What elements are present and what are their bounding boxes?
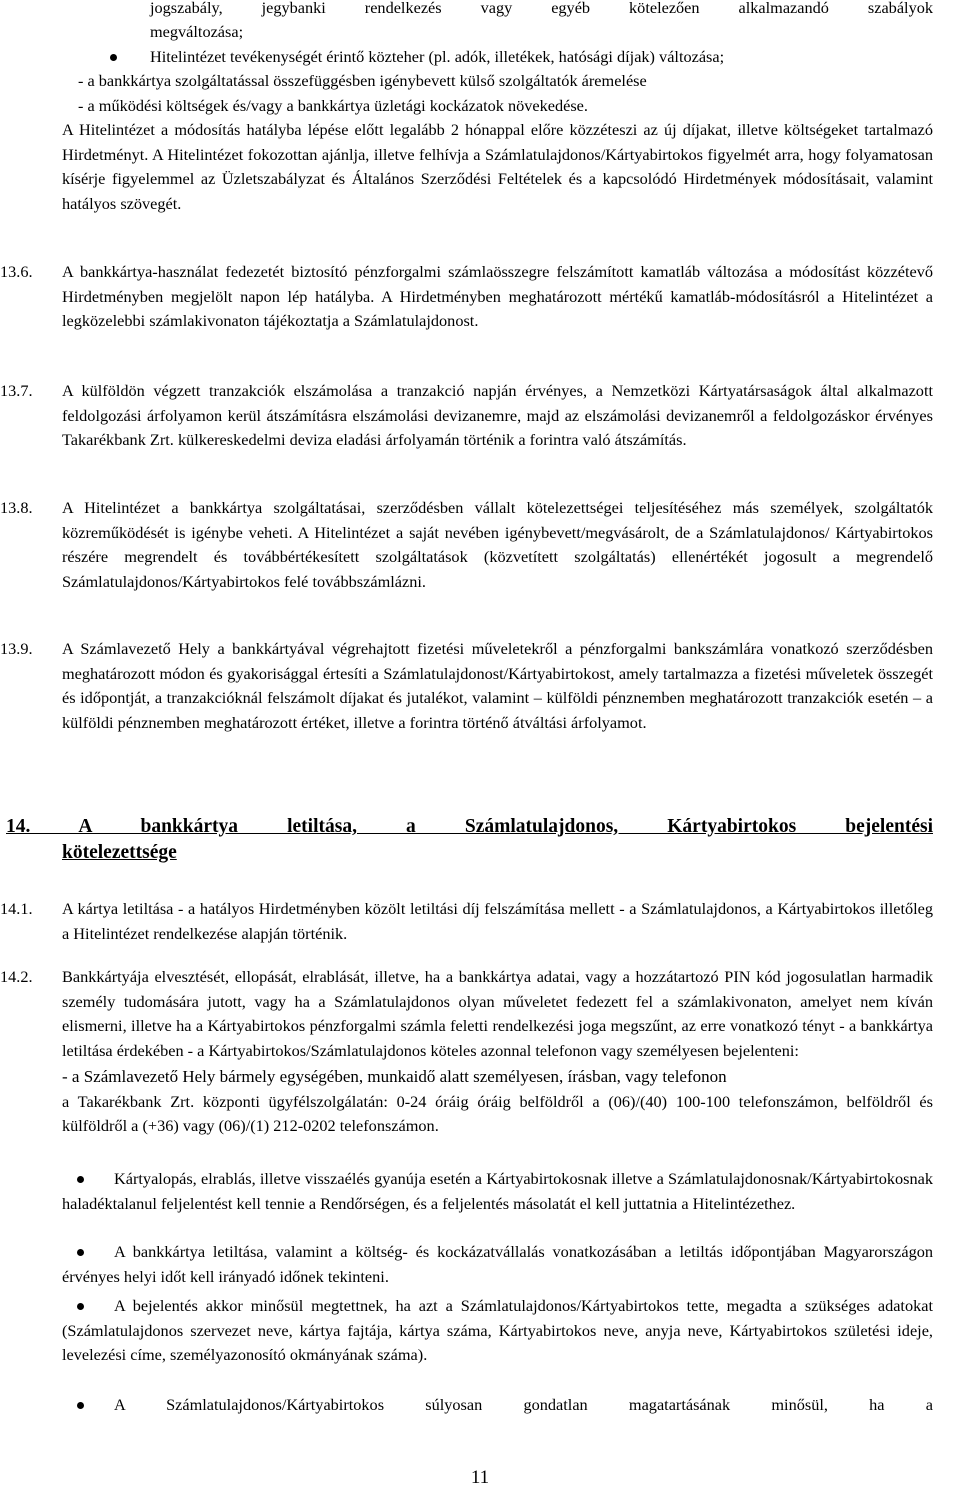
bullet-item: [62, 1167, 933, 1216]
dash-text: - a működési költségek és/vagy a bankkártya üzletági kockázatok növekedése.: [78, 96, 588, 115]
bullet-dot-icon: [77, 1249, 84, 1256]
paragraph: [62, 118, 933, 216]
dash-text: - a bankkártya szolgáltatással összefüggésben igénybevett külső szolgáltatók áremelése: [78, 71, 647, 90]
bullet-item: [62, 1393, 933, 1418]
section-text: Bankkártyája elvesztését, ellopását, elrablását, illetve, ha a bankkártya adatai, vagy a hozzátartozó PIN kód jogosulatlan harmadik személy tudomására jutott, vagy ha a Számlatulajdonos olyan műveletet fedezett fel a számlakivonaton, amelyet nem kíván elismerni, illetve ha a Kártyabirtokos pénzforgalmi számla feletti rendelkezési joga megszűnt, az erre vonatkozó tényt - a bankkártya letiltása érdekében - a Kártyabirtokos/Számlatulajdonos köteles azonnal telefonon vagy személyesen bejelenteni:: [62, 967, 933, 1060]
paragraph-text: A Hitelintézet a módosítás hatályba lépése előtt legalább 2 hónappal előre közzéteszi az új díjakat, illetve költségeket tartalmazó Hirdetményt. A Hitelintézet fokozottan ajánlja, illetve felhívja a Számlatulajdonos/Kártyabirtokos figyelmét arra, hogy folyamatosan kísérje figyelemmel az Üzletszabályzat és Általános Szerződési Feltételek és a kapcsolódó Hirdetmények módosításait, valamint hatályos szövegét.: [62, 120, 933, 213]
bullet-text: A bankkártya letiltása, valamint a költség- és kockázatvállalás vonatkozásában a letiltás időpontjában Magyarországon érvényes helyi időt kell irányadó időnek tekinteni.: [62, 1242, 933, 1286]
contact-text: a Takarékbank Zrt. központi ügyfélszolgálatán: 0-24 óráig óráig belföldről a (06)/(40) 100-100 telefonszámon, belföldről és külföldről a (+36) vagy (06)/(1) 212-0202 telefonszámon.: [62, 1091, 933, 1135]
page-number: 11: [470, 1467, 490, 1488]
bullet-text-continuation: [150, 20, 933, 45]
numbered-section: [0, 260, 933, 334]
numbered-section: [0, 897, 933, 946]
bullet-text: A Számlatulajdonos/Kártyabirtokos súlyosan gondatlan magatartásának minősül, ha a: [114, 1395, 933, 1414]
bullet-dot-icon: [77, 1176, 84, 1183]
bullet-text: A bejelentés akkor minősül megtettnek, ha azt a Számlatulajdonos/Kártyabirtokos tette, megadta a szükséges adatokat (Számlatulajdonos szervezet neve, kártya fajtája, kártya száma, Kártyabirtokos neve, anyja neve, Kártyabirtokos születési ideje, levelezési címe, személyazonosító okmányának száma).: [62, 1296, 933, 1364]
numbered-section: [0, 965, 933, 1139]
bullet-item: [150, 45, 933, 70]
bullet-text: Kártyalopás, elrablás, illetve visszaélés gyanúja esetén a Kártyabirtokosnak illetve a Számlatulajdonosnak/Kártyabirtokosnak haladéktalanul feljelentést kell tennie a Rendőrségen, és a feljelentés másolatát el kell juttatnia a Hitelintézethez.: [62, 1169, 933, 1213]
numbered-section: [0, 379, 933, 453]
section-text: A külföldön végzett tranzakciók elszámolása a tranzakció napján érvényes, a Nemzetközi Kártyatársaságok által alkalmazott feldolgozási árfolyamon kerül átszámításra elszámolási devizanemre, majd az elszámolási devizanemről a feldolgozáskor érvényes Takarékbank Zrt. külkereskedelmi deviza eladási árfolyamán történik a forintra való átszámítás.: [62, 381, 933, 449]
bullet-item: [62, 1294, 933, 1368]
bullet-dot-icon: [110, 54, 117, 61]
dash-item: [78, 69, 933, 94]
dash-item: [78, 94, 933, 119]
heading-line: 14. A bankkártya letiltása, a Számlatulajdonos, Kártyabirtokos bejelentési: [6, 816, 933, 837]
section-number: 13.6.: [0, 262, 33, 281]
bullet-dot-icon: [77, 1303, 84, 1310]
bullet-item: [62, 1240, 933, 1289]
bullet-dot-icon: [77, 1402, 84, 1409]
numbered-section: [0, 496, 933, 594]
section-number: 13.9.: [0, 639, 33, 658]
bullet-text: Hitelintézet tevékenységét érintő közteher (pl. adók, illetékek, hatósági díjak) változása;: [150, 47, 725, 66]
section-text: A Hitelintézet a bankkártya szolgáltatásai, szerződésben vállalt kötelezettségei teljesítéséhez más személyek, szolgáltatók közreműködését is igénybe veheti. A Hitelintézet a saját nevében igénybevett/megvásárolt, de a Számlatulajdonos/ Kártyabirtokos részére megrendelt és továbbértékesített szolgáltatások (közvetített szolgáltatás) ellenértékét jogosult a megrendelő Számlatulajdonos/Kártyabirtokos felé továbbszámlázni.: [62, 498, 933, 591]
bullet-text: megváltozása;: [150, 22, 244, 41]
section-number: 13.7.: [0, 381, 33, 400]
dash-text: - a Számlavezető Hely bármely egységében, munkaidő alatt személyesen, írásban, vagy telefonon: [62, 1067, 727, 1086]
section-text: A Számlavezető Hely a bankkártyával végrehajtott fizetési műveletekről a pénzforgalmi bankszámlára vonatkozó szerződésben meghatározott módon és gyakorisággal értesíti a Számlatulajdonost/Kártyabirtokost, amely tartalmazza a fizetési műveletek összegét és időpontját, a tranzakcióknál felszámolt díjakat és jutalékot, valamint – külföldi pénznemben meghatározott tranzakciók esetén – a külföldi pénznemben meghatározott értéket, illetve a forintra történő átváltási árfolyamot.: [62, 639, 933, 732]
section-text: A bankkártya-használat fedezetét biztosító pénzforgalmi számlaösszegre felszámított kamatláb változása a módosítást közzétevő Hirdetményben megjelölt napon lép hatályba. A Hirdetményben meghatározott mértékű kamatláb-módosításról a Hitelintézet a legközelebbi számlakivonaton tájékoztatja a Számlatulajdonost.: [62, 262, 933, 330]
section-heading: [0, 814, 933, 866]
bullet-text: jogszabály, jegybanki rendelkezés vagy egyéb kötelezően alkalmazandó szabályok: [150, 0, 933, 17]
section-number: 14.1.: [0, 899, 33, 918]
section-number: 13.8.: [0, 498, 33, 517]
section-text: A kártya letiltása - a hatályos Hirdetményben közölt letiltási díj felszámítása mellett - a Számlatulajdonos, a Kártyabirtokos illetőleg a Hitelintézet rendelkezése alapján történik.: [62, 899, 933, 943]
bullet-item: [150, 0, 933, 21]
section-number: 14.2.: [0, 967, 33, 986]
heading-line: kötelezettsége: [62, 842, 177, 863]
numbered-section: [0, 637, 933, 735]
